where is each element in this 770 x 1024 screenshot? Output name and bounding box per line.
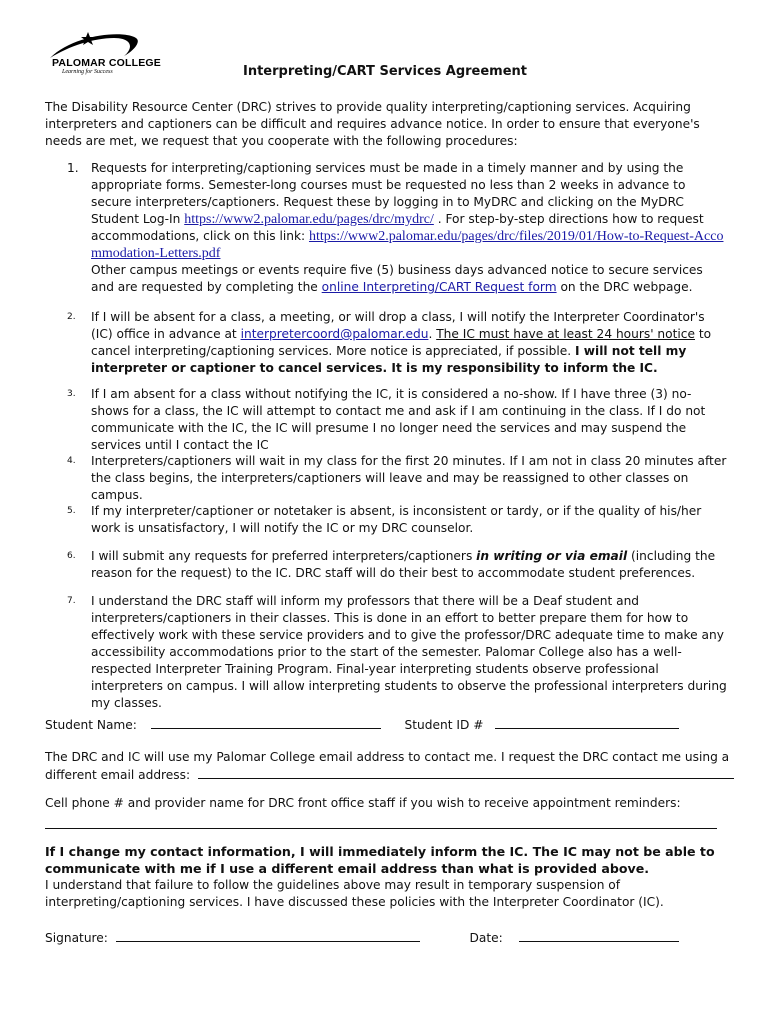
page-title: Interpreting/CART Services Agreement: [242, 64, 528, 79]
item-text: (including the reason for the request) to the IC. DRC staff will do their best to accommodate student preferences.: [91, 549, 716, 580]
understand-paragraph: I understand that failure to follow the guidelines above may result in temporary suspension of interpreting/captioning services. I have discussed these policies with the Interpreter Coordinator (IC).: [45, 878, 664, 909]
date-field[interactable]: [519, 929, 679, 942]
student-id-label: Student ID #: [404, 718, 484, 732]
notice-underlined: The IC must have at least 24 hours' notice: [436, 327, 695, 341]
mydrc-link[interactable]: https://www2.palomar.edu/pages/drc/mydrc/: [184, 212, 434, 227]
star-icon: [81, 32, 95, 45]
ic-email-link[interactable]: interpretercoord@palomar.edu: [240, 327, 429, 341]
item-number: 4.: [67, 456, 76, 466]
item-text: to cancel interpreting/captioning services. More notice is appreciated, if possible.: [91, 327, 712, 358]
item-text: Interpreters/captioners will wait in my class for the first 20 minutes. If I am not in class 20 minutes after the class begins, the interpreters/captioners will leave and may be reassigned to other classes on campus.: [91, 454, 727, 502]
signature-label: Signature:: [45, 931, 108, 945]
cell-phone-label: Cell phone # and provider name for DRC front office staff if you wish to receive appointment reminders:: [45, 796, 681, 810]
alternate-email-field[interactable]: [198, 766, 734, 779]
student-info-row: [45, 716, 735, 734]
item-text: . For step-by-step directions how to request accommodations, click on this link:: [91, 212, 704, 243]
item-text: If I am absent for a class without notifying the IC, it is considered a no-show. If I have three (3) no-shows for a class, the IC will attempt to contact me and ask if I am continuing in the class. If I do not communicate with the IC, the IC will presume I no longer need the services and may suspend the services until I contact the IC: [91, 387, 706, 452]
signature-row: [45, 929, 735, 947]
email-text: The DRC and IC will use my Palomar College email address to contact me. I request the DRC contact me using a different email address:: [45, 750, 730, 782]
item-number: 1.: [67, 161, 79, 175]
responsibility-bold: I will not tell my interpreter or captioner to cancel services. It is my responsibility to inform the IC.: [91, 344, 687, 375]
intro-paragraph: The Disability Resource Center (DRC) strives to provide quality interpreting/captioning services. Acquiring interpreters and captioners can be difficult and requires advance notice. In order to ensure that everyone's needs are met, we request that you cooperate with the following procedures:: [45, 100, 700, 148]
item-number: 2.: [67, 312, 76, 322]
item-text: on the DRC webpage.: [556, 280, 693, 294]
item-text: If my interpreter/captioner or notetaker is absent, is inconsistent or tardy, or if the quality of his/her work is unsatisfactory, I will notify the IC or my DRC counselor.: [91, 504, 702, 535]
item-body: [91, 160, 727, 296]
in-writing-emphasis: in writing or via email: [476, 549, 628, 563]
item-text: I understand the DRC staff will inform my professors that there will be a Deaf student and interpreters/captioners in their classes. This is done in an effort to better prepare them for how to effectively work with these service providers and to give the professor/DRC adequate time to make any accessibility accommodations prior to the start of the semester. Palomar College also has a well-respected Interpreter Training Program. Final-year interpreting students observe professional interpreters on campus. I will allow interpreting students to observe the professional interpreters during my classes.: [91, 594, 727, 710]
item-body: [91, 548, 727, 582]
item-number: 7.: [67, 596, 76, 606]
item-text: Other campus meetings or events require five (5) business days advanced notice to secure services and are requested by completing the: [91, 263, 703, 294]
student-name-label: Student Name:: [45, 718, 137, 732]
item-number: 5.: [67, 506, 76, 516]
item-number: 3.: [67, 389, 76, 399]
item-body: [91, 309, 727, 377]
contact-change-notice: If I change my contact information, I will immediately inform the IC. The IC may not be able to communicate with me if I use a different email address than what is provided above.: [45, 844, 715, 876]
signature-field[interactable]: [116, 929, 420, 942]
item-text: Requests for interpreting/captioning services must be made in a timely manner and by using the appropriate forms. Semester-long courses must be requested no less than 2 weeks in advance to secure interpreters/captioners. Request these by logging in to MyDRC and clicking on the MyDRC Student Log-In: [91, 161, 686, 226]
request-form-link[interactable]: online Interpreting/CART Request form: [321, 280, 557, 294]
logo-name: PALOMAR COLLEGE: [52, 57, 161, 69]
student-id-field[interactable]: [495, 716, 679, 729]
item-text: If I will be absent for a class, a meeting, or will drop a class, I will notify the Interpreter Coordinator's (IC) office in advance at: [91, 310, 705, 341]
item-number: 6.: [67, 551, 76, 561]
item-text: .: [428, 327, 437, 341]
student-name-field[interactable]: [151, 716, 381, 729]
email-section: [45, 749, 735, 784]
date-label: Date:: [469, 931, 503, 945]
item-text: I will submit any requests for preferred interpreters/captioners: [91, 549, 477, 563]
logo-tagline: Learning for Success: [62, 69, 113, 75]
cell-phone-field[interactable]: [45, 828, 717, 829]
how-to-request-link[interactable]: https://www2.palomar.edu/pages/drc/files/2019/01/How-to-Request-Accommodation-Letters.pdf: [91, 229, 724, 261]
